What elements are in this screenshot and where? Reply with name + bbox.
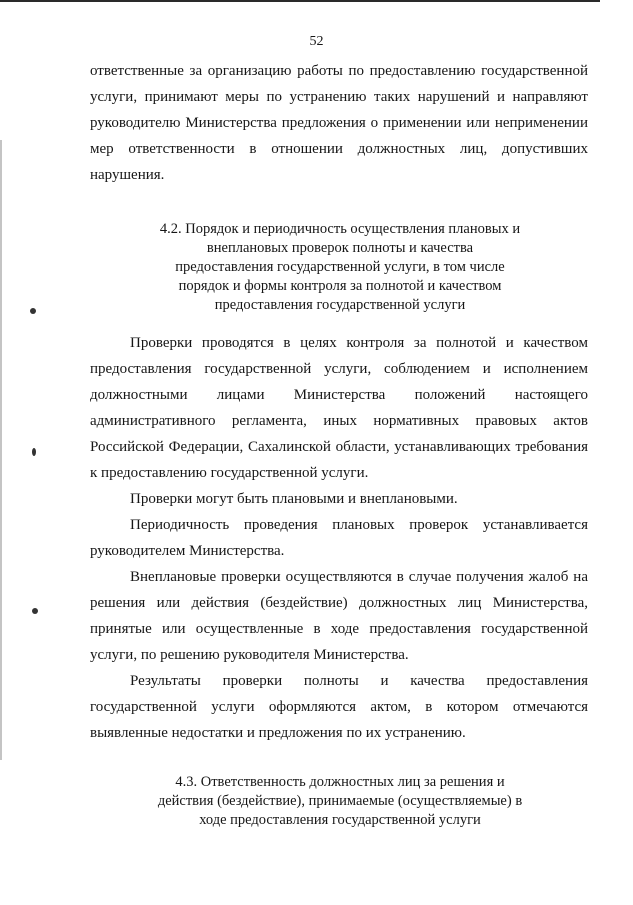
text-line: решения или действия (бездействие) должностных лиц Министерства, xyxy=(90,595,588,611)
text-line: ответственные за организацию работы по предоставлению государственной xyxy=(90,63,588,79)
heading-line: действия (бездействие), принимаемые (осуществляемые) в xyxy=(157,793,523,809)
text-line: Внеплановые проверки осуществляются в случае получения жалоб на xyxy=(130,569,588,585)
text-line: Российской Федерации, Сахалинской области, устанавливающих требования xyxy=(90,439,588,455)
text-line: Результаты проверки полноты и качества предоставления xyxy=(130,673,588,689)
heading-line: 4.2. Порядок и периодичность осуществления плановых и xyxy=(159,221,521,237)
heading-line: внеплановых проверок полноты и качества xyxy=(206,240,474,256)
text-line: Проверки проводятся в целях контроля за полнотой и качеством xyxy=(130,335,588,351)
text-line: услуги, по решению руководителя Министерства. xyxy=(90,647,409,663)
text-line: руководителю Министерства предложения о применении или неприменении xyxy=(90,115,588,131)
text-line: административного регламента, иных нормативных правовых актов xyxy=(90,413,588,429)
heading-line: предоставления государственной услуги xyxy=(214,297,466,313)
text-line: нарушения. xyxy=(90,167,165,183)
text-line: должностными лицами Министерства положений настоящего xyxy=(90,387,588,403)
section-4-2-body xyxy=(90,330,588,746)
scan-speck xyxy=(30,308,36,314)
text-line: принятые или осуществленные в ходе предоставления государственной xyxy=(90,621,588,637)
text-line: Проверки могут быть плановыми и внеплановыми. xyxy=(130,491,458,507)
text-line: мер ответственности в отношении должностных лиц, допустивших xyxy=(90,141,588,157)
text-line: к предоставлению государственной услуги. xyxy=(90,465,369,481)
text-line: выявленные недостатки и предложения по их устранению. xyxy=(90,725,466,741)
section-4-3-heading xyxy=(60,773,620,830)
intro-paragraph xyxy=(90,58,588,188)
section-4-2-heading xyxy=(60,220,620,315)
text-line: государственной услуги оформляются актом, в котором отмечаются xyxy=(90,699,588,715)
scan-speck xyxy=(32,608,38,614)
heading-line: 4.3. Ответственность должностных лиц за решения и xyxy=(175,774,505,790)
text-line: предоставления государственной услуги, соблюдением и исполнением xyxy=(90,361,588,377)
scan-speck xyxy=(32,448,36,456)
text-line: руководителем Министерства. xyxy=(90,543,285,559)
heading-line: предоставления государственной услуги, в том числе xyxy=(175,259,505,275)
heading-line: ходе предоставления государственной услуги xyxy=(199,812,481,828)
heading-line: порядок и формы контроля за полнотой и качеством xyxy=(178,278,502,294)
scan-top-border xyxy=(0,0,600,2)
scan-left-edge xyxy=(0,140,2,760)
text-line: Периодичность проведения плановых проверок устанавливается xyxy=(130,517,588,533)
text-line: услуги, принимают меры по устранению таких нарушений и направляют xyxy=(90,89,588,105)
page-number: 52 xyxy=(309,34,324,49)
